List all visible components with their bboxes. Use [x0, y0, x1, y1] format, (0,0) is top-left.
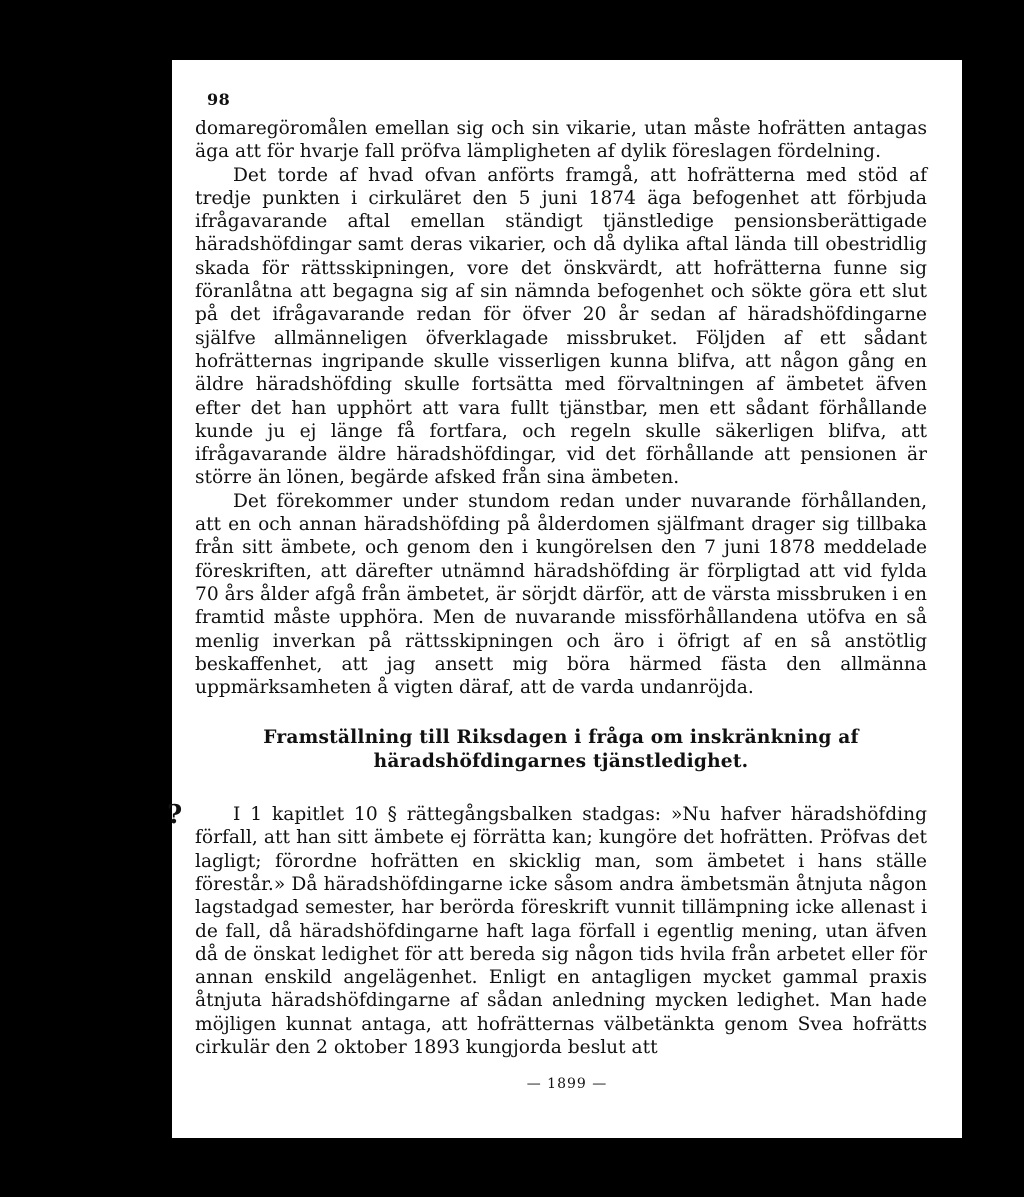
section-heading	[195, 726, 927, 773]
body-text	[167, 117, 927, 1059]
paragraph-1: domaregöromålen emellan sig och sin vikarie, utan måste hofrätten antagas äga att för hvarje fall pröfva lämpligheten af dylik föreslagen fördelning.	[195, 118, 927, 163]
section-paragraph-block	[167, 800, 927, 1059]
section-heading-line-2: häradshöfdingarnes tjänstledighet.	[373, 750, 749, 772]
paragraph-2: Det torde af hvad ofvan anförts framgå, att hofrätterna med stöd af tredje punkten i cirkuläret den 5 juni 1874 äga befogenhet att förbjuda ifrågavarande aftal emellan ständigt tjänstledige pensionsberättigade häradshöfdingar samt deras vikarier, och då dylika aftal lända till obestridlig skada för rättsskipningen, vore det önskvärdt, att hofrätterna funne sig föranlåtna att begagna sig af sin nämnda befogenhet och sökte göra ett slut på det ifrågavarande redan för öfver 20 år sedan af häradshöfdingarne själfve allmänneligen öfverklagade missbruket. Följden af ett sådant hofrätternas ingripande skulle visserligen kunna blifva, att någon gång en äldre häradshöfding skulle fortsätta med förvaltningen af ämbetet äfven efter det han upphört att vara fullt tjänstbar, men ett sådant förhållande kunde ju ej länge få fortfara, och regeln skulle säkerligen blifva, att ifrågavarande äldre häradshöfdingar, vid det förhållande att pensionen är större än lönen, begärde afsked från sina ämbeten.	[195, 164, 927, 489]
margin-mark: ?	[167, 800, 183, 831]
section-heading-line-1: Framställning till Riksdagen i fråga om inskränkning af	[263, 727, 859, 749]
page-number: 98	[207, 90, 231, 109]
section-paragraph: I 1 kapitlet 10 § rättegångsbalken stadgas: »Nu hafver häradshöfding förfall, att han sitt ämbete ej förrätta kan; kungöre det hofrätten. Pröfvas det lagligt; förordne hofrätten en skicklig man, som ämbetet i hans ställe förestår.» Då häradshöfdingarne icke såsom andra ämbetsmän åtnjuta någon lagstadgad semester, har berörda föreskrift vunnit tillämpning icke allenast i de fall, då häradshöfdingarne haft laga förfall i egentlig mening, utan äfven då de önskat ledighet för att bereda sig någon tids hvila från arbetet eller för annan enskild angelägenhet. Enligt en antagligen mycket gammal praxis åtnjuta häradshöfdingarne af sådan anledning mycken ledighet. Man hade möjligen kunnat antaga, att hofrätternas välbetänkta genom Svea hofrätts cirkulär den 2 oktober 1893 kungjorda beslut att	[195, 804, 927, 1058]
document-page	[167, 60, 962, 1138]
paragraph-3: Det förekommer under stundom redan under nuvarande förhållanden, att en och annan häradshöfding på ålderdomen själfmant drager sig tillbaka från sitt ämbete, och genom den i kungörelsen den 7 juni 1878 meddelade föreskriften, att därefter utnämnd häradshöfding är förpligtad att vid fylda 70 års ålder afgå från ämbetet, är sörjdt därför, att de värsta missbruken i en framtid måste upphöra. Men de nuvarande missförhållandena utöfva en så menlig inverkan på rättsskipningen och äro i öfrigt af en så anstötlig beskaffenhet, att jag ansett mig böra härmed fästa den allmänna uppmärksamheten å vigten däraf, att de varda undanröjda.	[195, 490, 927, 699]
signature-mark: — 1899 —	[526, 1076, 608, 1092]
